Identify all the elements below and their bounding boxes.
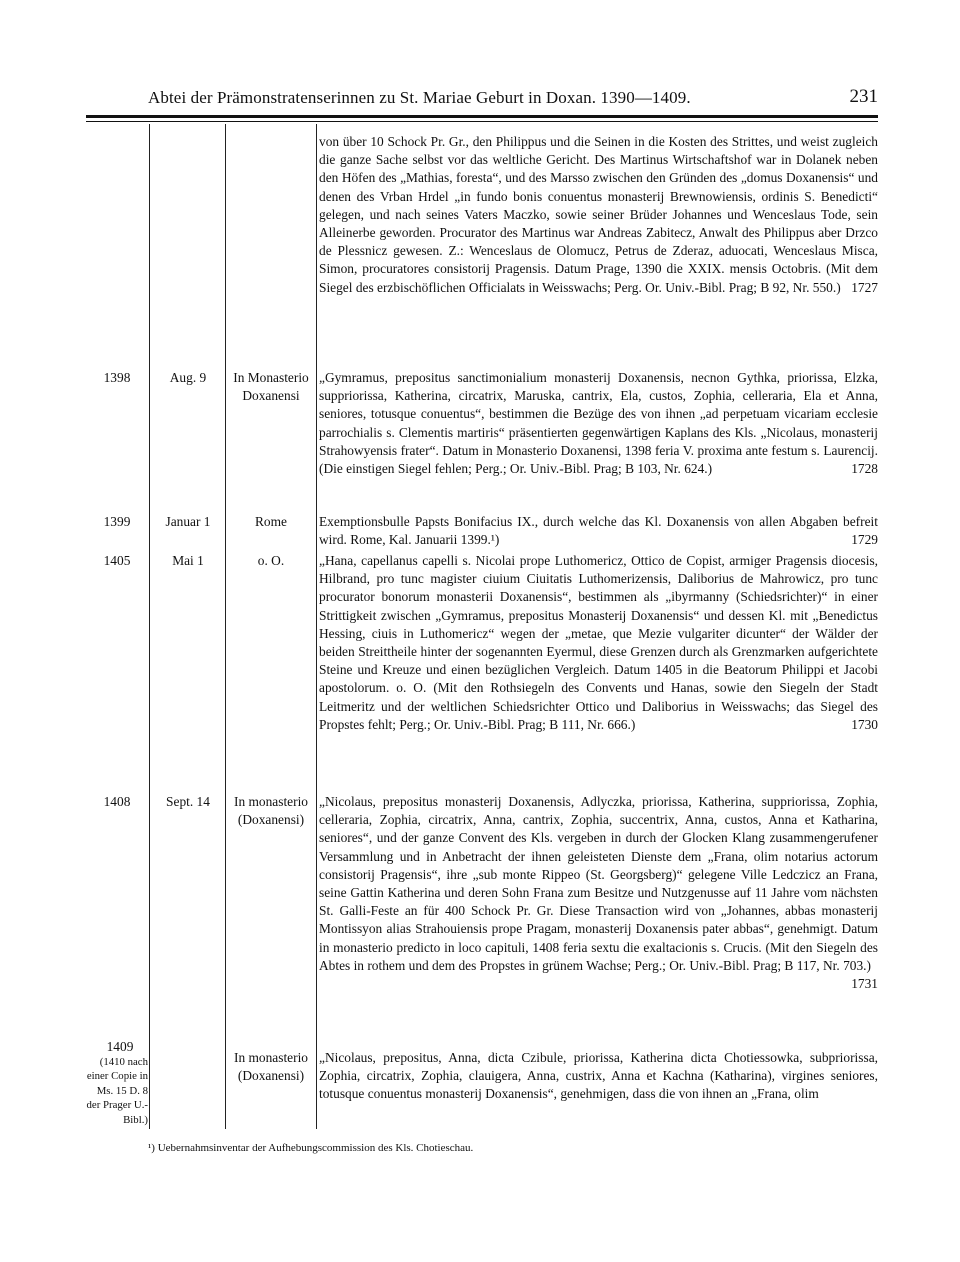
entry-text: von über 10 Schock Pr. Gr., den Philippus und die Seinen in die Kosten des Strittes, und weist zugleich die ganze Sache selbst vor das weltliche Gericht. Des Martinus Wirtschaftshof war in Dolanek neben den Höfen des „Mathias, foresta“, und des Marsso zwischen den Gründen des „domus Doxanensis“ und denen des Vrban Hrdel „in fundo bonis conuentus monasterij Brewnowiensis, ordinis S. Benedicti“ gelegen, und nach seines Vaters Maczko, sowie seiner Brüder Johannes und Wenceslaus Tode, sein Alleinerbe geworden. Procurator des Martinus war Andreas Zabitecz, Anwalt des Philippus aber Drzco de Plessnicz gewesen. Z.: Wenceslaus de Olomucz, Petrus de Zderaz, aduocati, Wenceslaus Misca, Simon, procuratores consistorij Pragensis. Datum Prage, 1390 die XXIX. mensis Octobris. (Mit dem Siegel des erzbischöflichen Officialats in Weisswachs; Perg. Or. Univ.-Bibl. Prag; B 92, Nr. 550.) bbox=[319, 134, 878, 295]
entry-number: 1730 bbox=[851, 716, 878, 732]
entry-number: 1727 bbox=[851, 279, 878, 295]
entry-text-block bbox=[319, 793, 878, 993]
entry-text-block bbox=[319, 513, 878, 549]
entry-text-block bbox=[319, 133, 878, 297]
entry-place: o. O. bbox=[257, 553, 285, 568]
entry-text: „Gymramus, prepositus sanctimonialium monasterij Doxanensis, necnon Gythka, priorissa, Elzka, suppriorissa, Katherina, circatrix, Maruska, cantrix, Ela, custos, Zophia, celleraria, Ela et Anna, seniores, totusque conuentus“, bestimmen die Bezüge des von ihnen „ad perpetuam vicariam ecclesie parrochialis s. Clementis martiris“ präsentierten gegenwärtigen Kaplans des Kls. „Nicolaus, monasterij Strahowyensis frater“. Datum in Monasterio Doxanensi, 1398 feria V. proxima ante festum s. Laurencij. (Die einstigen Siegel fehlen; Perg.; Or. Univ.-Bibl. Prag; B 103, Nr. 624.) bbox=[319, 370, 878, 477]
running-title: Abtei der Prämonstratenserinnen zu St. Mariae Geburt in Doxan. 1390—1409. bbox=[148, 88, 691, 107]
entry-year: 1408 bbox=[103, 794, 131, 809]
entry-date: Sept. 14 bbox=[166, 794, 210, 809]
entry-year: 1398 bbox=[103, 370, 131, 385]
entry-date: Aug. 9 bbox=[169, 370, 207, 385]
entry-text-block bbox=[319, 1049, 878, 1104]
column-divider-year bbox=[149, 124, 150, 1129]
entry-date: Januar 1 bbox=[165, 514, 211, 529]
entry-text: „Nicolaus, prepositus, Anna, dicta Czibule, priorissa, Katherina dicta Chotiessowka, subpriorissa, Zophia, circatrix, Zophia, clauigera, Anna, custrix, Anna et Kachna (Katharina), virgines seniores, totusque conuentus monasterij Doxanensis“, genehmigen, dass die von ihnen an „Frana, olim bbox=[319, 1050, 878, 1102]
entry-number: 1728 bbox=[851, 461, 878, 477]
entry-year: 1405 bbox=[103, 553, 131, 568]
entry-place: Rome bbox=[255, 514, 287, 529]
header-rule-thin bbox=[86, 121, 878, 122]
entry-text: „Hana, capellanus capelli s. Nicolai prope Luthomericz, Ottico de Copist, armiger Pragensis diocesis, Hilbrand, pro tunc magister ciuium Ciuitatis Luthomerizensis, Daliborius de Mahrowicz, pro tunc procurator bonorum monasterii Doxanensis“, bestimmen als „ibyrmanny (Schiedsrichter)“ in einer Strittigkeit zwischen „Gymramus, prepositus Monasterij Doxanensis“ und dessen Kl. mit „Benedictus Hessing, ciuis in Luthomericz“ wegen der „metae, que Mezie vulgariter dicunter“ der Wälder der beiden Streittheile hinter der sogenannten Eyermul, diese Grenzen durch als Grenzmarken aufgerichtete Steine und Kreuze und einen bezüglichen Vergleich. Datum 1405 in die Beatorum Philippi et Jacobi apostolorum. o. O. (Mit den Rothsiegeln des Convents und Hanas, sowie den Siegeln der Stadt Leitmeritz und der weltlichen Schiedsrichter Ottico und Daliborius in Weisswachs; das Siegel des Propstes fehlt; Perg.; Or. Univ.-Bibl. Prag; B 111, Nr. 666.) bbox=[319, 553, 878, 732]
page-number: 231 bbox=[849, 86, 878, 107]
entry-year-note: (1410 nach einer Copie in Ms. 15 D. 8 der Prager U.-Bibl.) bbox=[86, 1055, 148, 1126]
column-divider-date bbox=[225, 124, 226, 1129]
entry-year-block bbox=[86, 1040, 150, 1127]
entry-text: „Nicolaus, prepositus monasterij Doxanensis, Adlyczka, priorissa, Katherina, suppriorissa, Zophia, celleraria, Zophia, circatrix, Anna, cantrix, Zophia, succentrix, Anna, custos, Anna et Katharina, seniores“, und der ganze Convent des Kls. vergeben in durch der Glocken Klang zusammengerufener Versammlung und in Anbetracht der ihnen geleisteten Dienste dem „Frana, olim notarius actorum consistorij Pragensis“, ihre „sub monte Rippeo (St. Georgsberg)“ gelegene Ville Ledczicz an Frana, seine Gattin Katherina und deren Sohn Frana zum Besitze und Nutzgenusse auf 11 Jahre vom nächsten St. Galli-Feste an für 400 Schock Pr. Gr. Diese Transaction wird von „Johannes, abbas monasterij Montissyon alias Strahouiensis prope Pragam, monasterij Doxanensis pater abbas“, genehmigt. Datum in monasterio predicto in loco capituli, 1408 feria sextu die exaltacionis s. Crucis. (Mit den Siegeln des Abtes in rothem und dem des Propstes in grünem Wachse; Perg.; Or. Univ.-Bibl. Prag; B 117, Nr. 703.) bbox=[319, 794, 878, 973]
column-divider-place bbox=[316, 124, 317, 1129]
entry-date: Mai 1 bbox=[172, 553, 204, 568]
entry-text-block bbox=[319, 552, 878, 734]
header-rule-thick bbox=[86, 115, 878, 118]
entry-place: In monasterio (Doxanensi) bbox=[233, 794, 308, 828]
entry-place: In Monasterio Doxanensi bbox=[233, 370, 309, 404]
entry-year: 1399 bbox=[103, 514, 131, 529]
footnote: ¹) Uebernahmsinventar der Aufhebungscommission des Kls. Chotieschau. bbox=[148, 1142, 474, 1154]
entry-number: 1729 bbox=[851, 532, 878, 548]
entry-year: 1409 bbox=[106, 1039, 134, 1054]
running-header bbox=[148, 88, 878, 110]
entry-number: 1731 bbox=[851, 976, 878, 992]
entry-text-block bbox=[319, 369, 878, 478]
entry-text: Exemptionsbulle Papsts Bonifacius IX., durch welche das Kl. Doxanensis von allen Abgaben befreit wird. Rome, Kal. Januarii 1399.¹) bbox=[319, 514, 878, 548]
entry-place: In monasterio (Doxanensi) bbox=[233, 1050, 308, 1084]
